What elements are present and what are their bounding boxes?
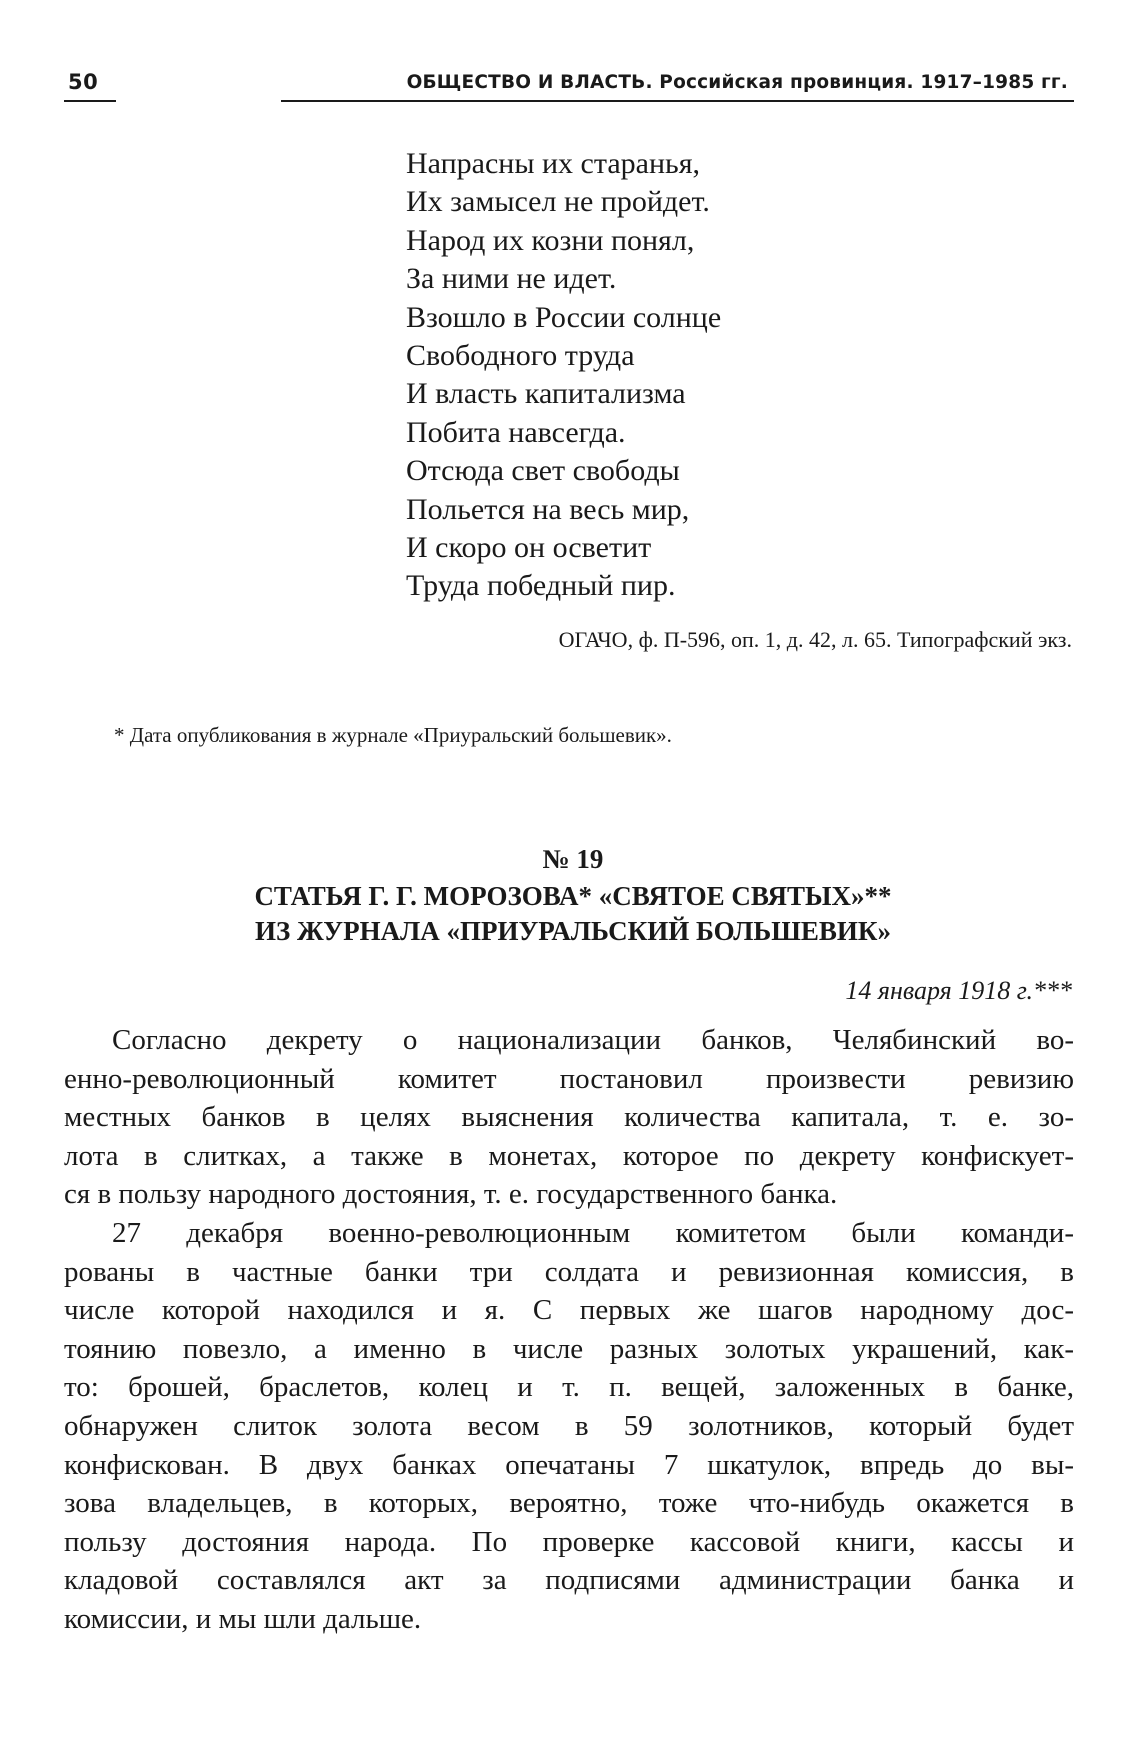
poem-line: Отсюда свет свободы xyxy=(406,454,680,488)
body-line: енно-революционный комитет постановил произвести ревизию xyxy=(64,1062,1074,1095)
poem-line: Польется на весь мир, xyxy=(406,492,690,526)
header-rule-left xyxy=(64,100,116,102)
body-line: обнаружен слиток золота весом в 59 золотников, который будет xyxy=(64,1409,1074,1442)
body-line: то: брошей, браслетов, колец и т. п. вещей, заложенных в банке, xyxy=(64,1371,1074,1404)
body-line: тоянию повезло, а именно в числе разных золотых украшений, как- xyxy=(64,1332,1074,1365)
document-title-line: СТАТЬЯ Г. Г. МОРОЗОВА* «СВЯТОЕ СВЯТЫХ»** xyxy=(254,881,892,911)
body-line: лота в слитках, а также в монетах, которое по декрету конфискует- xyxy=(64,1139,1074,1172)
header-rule-right xyxy=(281,100,1074,102)
poem-line: За ними не идет. xyxy=(406,262,617,296)
poem-line: Свободного труда xyxy=(406,339,635,373)
document-body xyxy=(64,1021,1074,1639)
body-line: рованы в частные банки три солдата и ревизионная комиссия, в xyxy=(64,1255,1074,1288)
page-number: 50 xyxy=(68,70,99,94)
document-date: 14 января 1918 г.*** xyxy=(845,976,1072,1005)
body-line: пользу достояния народа. По проверке кассовой книги, кассы и xyxy=(64,1525,1074,1558)
body-line: комиссии, и мы шли дальше. xyxy=(64,1602,422,1635)
body-line: конфискован. В двух банках опечатаны 7 шкатулок, впредь до вы- xyxy=(64,1448,1074,1481)
document-title xyxy=(0,879,1146,949)
body-line: Согласно декрету о национализации банков, Челябинский во- xyxy=(112,1024,1074,1056)
document-number: № 19 xyxy=(542,844,604,874)
poem-line: Их замысел не пройдет. xyxy=(406,185,710,219)
body-line: ся в пользу народного достояния, т. е. государственного банка. xyxy=(64,1178,838,1211)
body-line: кладовой составлялся акт за подписями администрации банка и xyxy=(64,1564,1074,1597)
body-line: местных банков в целях выяснения количества капитала, т. е. зо- xyxy=(64,1101,1074,1134)
poem xyxy=(406,145,721,606)
poem-line: И скоро он осветит xyxy=(406,531,652,565)
poem-line: Труда победный пир. xyxy=(406,569,676,603)
footnote: * Дата опубликования в журнале «Приуральский большевик». xyxy=(114,723,672,747)
page-header xyxy=(64,68,1074,108)
poem-line: Побита навсегда. xyxy=(406,415,626,449)
body-line: числе которой находился и я. С первых же шагов народному дос- xyxy=(64,1294,1074,1327)
body-line: зова владельцев, в которых, вероятно, тоже что-нибудь окажется в xyxy=(64,1487,1074,1520)
poem-line: И власть капитализма xyxy=(406,377,686,411)
archive-reference: ОГАЧО, ф. П-596, оп. 1, д. 42, л. 65. Типографский экз. xyxy=(558,627,1072,652)
running-title: ОБЩЕСТВО И ВЛАСТЬ. Российская провинция. 1917–1985 гг. xyxy=(406,72,1068,93)
body-line: 27 декабря военно-революционным комитетом были команди- xyxy=(112,1216,1074,1249)
document-title-line: ИЗ ЖУРНАЛА «ПРИУРАЛЬСКИЙ БОЛЬШЕВИК» xyxy=(254,916,891,946)
poem-line: Народ их козни понял, xyxy=(406,223,695,257)
poem-line: Напрасны их старанья, xyxy=(406,147,700,180)
poem-line: Взошло в России солнце xyxy=(406,300,722,334)
